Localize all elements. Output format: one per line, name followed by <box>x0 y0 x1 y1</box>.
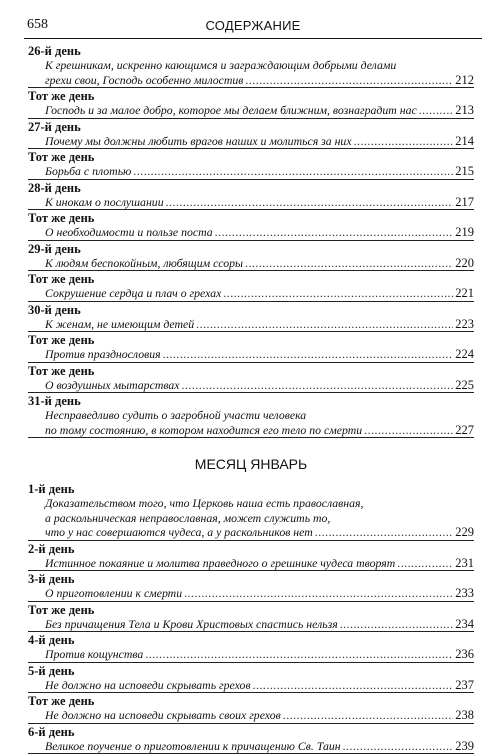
entry-last-line <box>45 164 474 179</box>
day-label: Тот же день <box>28 150 95 164</box>
page-ref: 239 <box>455 738 474 753</box>
day-label: 31-й день <box>28 394 81 408</box>
day-label: 30-й день <box>28 302 81 317</box>
table-of-contents <box>28 44 474 756</box>
toc-entry[interactable] <box>28 58 474 88</box>
toc-group <box>28 365 474 394</box>
dot-leader <box>145 647 453 662</box>
page-header <box>24 16 482 39</box>
toc-entry[interactable] <box>28 256 474 272</box>
page-ref: 219 <box>455 225 474 239</box>
page-ref: 236 <box>455 647 474 661</box>
page-ref: 224 <box>455 347 474 361</box>
toc-group <box>28 151 474 180</box>
toc-entry[interactable] <box>28 317 474 333</box>
dot-leader <box>184 586 453 601</box>
entry-last-line <box>45 195 474 210</box>
toc-group <box>28 483 474 541</box>
entry-title-line: Против празднословия <box>45 347 161 361</box>
entry-title-line: О воздушных мытарствах <box>45 377 180 392</box>
toc-entry[interactable] <box>28 708 474 724</box>
page-ref: 214 <box>455 133 474 148</box>
entry-last-line <box>45 134 474 149</box>
entry-last-line <box>45 378 474 393</box>
toc-entry[interactable] <box>28 134 474 150</box>
page-ref: 212 <box>455 72 474 87</box>
dot-leader <box>196 317 453 332</box>
section-title: МЕСЯЦ ЯНВАРЬ <box>194 456 308 472</box>
toc-entry[interactable] <box>28 378 474 394</box>
entry-title-line: Не должно на исповеди скрывать своих грехов <box>45 708 281 722</box>
entry-title-line: Без причащения Тела и Крови Христовых спастись нельзя <box>45 616 338 631</box>
toc-entry[interactable] <box>28 586 474 602</box>
toc-entry[interactable] <box>28 496 474 541</box>
day-label: 29-й день <box>28 241 81 256</box>
running-title: СОДЕРЖАНИЕ <box>205 18 301 33</box>
entry-title-line: К людям беспокойным, любящим ссоры <box>45 255 244 270</box>
day-label: Тот же день <box>28 602 95 617</box>
toc-entry[interactable] <box>28 195 474 211</box>
day-label: Тот же день <box>28 694 95 708</box>
entry-last-line <box>45 317 474 332</box>
toc-group <box>28 604 474 633</box>
entry-title-line: К инокам о послушании <box>45 194 164 209</box>
dot-leader <box>354 134 454 149</box>
entry-title-line: Против кощунства <box>45 647 144 661</box>
day-label: Тот же день <box>28 363 95 378</box>
toc-entry[interactable] <box>28 647 474 663</box>
toc-entry[interactable] <box>28 678 474 694</box>
entry-title-line: по тому состоянию, в котором находится его тело по смерти <box>45 422 363 437</box>
entry-title-line: Доказательством того, что Церковь наша есть православная, <box>45 496 364 510</box>
toc-group <box>28 212 474 241</box>
dot-leader <box>364 423 453 438</box>
toc-entry[interactable] <box>28 556 474 572</box>
entry-last-line <box>45 423 474 438</box>
toc-entry[interactable] <box>28 739 474 755</box>
entry-last-line <box>45 647 474 662</box>
entry-title-line: К женам, не имеющим детей <box>45 316 195 331</box>
toc-group <box>28 304 474 333</box>
day-label: 28-й день <box>28 180 81 195</box>
entry-last-line <box>45 73 474 88</box>
dot-leader <box>163 347 454 362</box>
day-label: Тот же день <box>28 211 95 225</box>
entry-title-line: а раскольническая неправославная, может служить то, <box>45 510 331 525</box>
entry-last-line <box>45 103 474 118</box>
entry-last-line <box>45 739 474 754</box>
day-label: Тот же день <box>28 272 95 286</box>
toc-group <box>28 665 474 694</box>
page-ref: 227 <box>455 422 474 437</box>
entry-title-line: Господь и за малое добро, которое мы делаем ближним, вознаградит нас <box>45 103 417 117</box>
page-ref: 221 <box>455 286 474 300</box>
page-ref: 215 <box>455 164 474 178</box>
toc-entry[interactable] <box>28 347 474 363</box>
entry-last-line <box>45 678 474 693</box>
entry-title-line: Не должно на исповеди скрывать грехов <box>45 677 251 692</box>
dot-leader <box>397 556 453 571</box>
toc-entry[interactable] <box>28 408 474 438</box>
day-label: 4-й день <box>28 633 75 647</box>
day-label: 27-й день <box>28 119 81 134</box>
day-label: Тот же день <box>28 333 95 347</box>
toc-group <box>28 243 474 272</box>
day-label: 6-й день <box>28 724 75 739</box>
page-ref: 229 <box>455 525 474 539</box>
entry-title-line: грехи свои, Господь особенно милостив <box>45 72 244 87</box>
entry-title-line: Несправедливо судить о загробной участи человека <box>45 408 307 422</box>
entry-title-line: О приготовлении к смерти <box>45 586 183 600</box>
dot-leader <box>166 195 454 210</box>
toc-group <box>28 543 474 572</box>
dot-leader <box>253 678 454 693</box>
page-ref: 237 <box>455 677 474 692</box>
page-ref: 225 <box>455 377 474 392</box>
dot-leader <box>245 73 453 88</box>
page-ref: 238 <box>455 708 474 722</box>
entry-title-line: Великое поучение о приготовлении к причащению Св. Таин <box>45 738 341 753</box>
page-ref: 231 <box>455 555 474 570</box>
page-ref: 217 <box>455 194 474 209</box>
entry-title-line: что у нас совершаются чудеса, а у раскольников нет <box>45 525 313 539</box>
toc-entry[interactable] <box>28 225 474 241</box>
day-label: 26-й день <box>28 44 81 58</box>
page-number: 658 <box>27 17 48 32</box>
day-label: 1-й день <box>28 482 75 496</box>
toc-entry[interactable] <box>28 286 474 302</box>
entry-title-line: Почему мы должны любить врагов наших и молиться за них <box>45 133 352 148</box>
page-ref: 233 <box>455 586 474 600</box>
entry-title-line: Истинное покаяние и молитва праведного о грешнике чудеса творят <box>45 555 396 570</box>
entry-last-line <box>45 256 474 271</box>
toc-entry[interactable] <box>28 617 474 633</box>
entry-title-line: Борьба с плотью <box>45 164 132 178</box>
entry-last-line <box>45 586 474 601</box>
day-label: Тот же день <box>28 89 95 103</box>
toc-group <box>28 273 474 302</box>
day-label: 5-й день <box>28 663 75 678</box>
entry-last-line <box>45 708 474 723</box>
toc-group <box>28 726 474 755</box>
dot-leader <box>419 103 454 118</box>
page-ref: 220 <box>455 255 474 270</box>
entry-last-line <box>45 556 474 571</box>
toc-group <box>28 395 474 438</box>
entry-last-line <box>45 617 474 632</box>
dot-leader <box>340 617 454 632</box>
dot-leader <box>182 378 454 393</box>
dot-leader <box>245 256 453 271</box>
dot-leader <box>283 708 454 723</box>
dot-leader <box>215 225 454 240</box>
toc-entry[interactable] <box>28 103 474 119</box>
entry-title-line: О необходимости и пользе поста <box>45 225 213 239</box>
entry-last-line <box>45 225 474 240</box>
toc-group <box>28 121 474 150</box>
entry-last-line <box>45 347 474 362</box>
day-label: 3-й день <box>28 572 75 586</box>
entry-last-line <box>45 286 474 301</box>
entry-title-line: Сокрушение сердца и плач о грехах <box>45 286 222 300</box>
dot-leader <box>133 164 453 179</box>
entry-last-line <box>45 525 474 540</box>
toc-group <box>28 695 474 724</box>
toc-group <box>28 90 474 119</box>
toc-group <box>28 573 474 602</box>
dot-leader <box>223 286 453 301</box>
page-ref: 213 <box>455 103 474 117</box>
page-ref: 223 <box>455 316 474 331</box>
dot-leader <box>343 739 454 754</box>
page-ref: 234 <box>455 616 474 631</box>
toc-group <box>28 45 474 88</box>
toc-group <box>28 334 474 363</box>
dot-leader <box>315 525 453 540</box>
toc-entry[interactable] <box>28 164 474 180</box>
toc-group <box>28 182 474 211</box>
toc-group <box>28 634 474 663</box>
entry-title-line: К грешникам, искренно кающимся и заграждающим добрыми делами <box>45 58 397 72</box>
day-label: 2-й день <box>28 541 75 556</box>
